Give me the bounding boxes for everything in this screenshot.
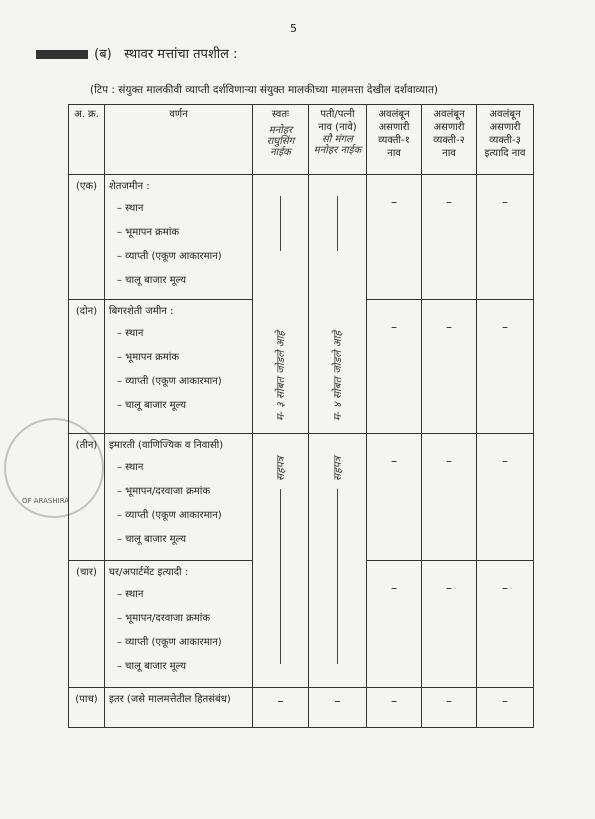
row-description: घर/अपार्टमेंट इत्यादी : – स्थान – भूमापन/दरवाजा क्रमांक – व्याप्ती (एकूण आकारमान) – चालू बाजार मूल्य (105, 561, 253, 688)
dep1-value: – (367, 434, 422, 561)
dep2-value: – (422, 300, 477, 434)
header-sr: अ. क्र. (69, 105, 105, 175)
spouse-attachment-cell (309, 175, 367, 434)
dep3-value: – (477, 300, 534, 434)
spouse-attachment-note: म- ४ सोबत जोडले आहे (331, 331, 344, 421)
row-description: इमारती (वाणिज्यिक व निवासी) – स्थान – भूमापन/दरवाजा क्रमांक – व्याप्ती (एकूण आकारमान) – चालू बाजार मूल्य (105, 434, 253, 561)
row-description: शेतजमीन : – स्थान – भूमापन क्रमांक – व्याप्ती (एकूण आकारमान) – चालू बाजार मूल्य (105, 175, 253, 300)
assets-table (68, 104, 534, 728)
section-heading (36, 44, 237, 62)
section-note: (टिप : संयुक्त मालकीवी व्याप्ती दर्शविणाऱ्या संयुक्त मालकीच्या मालमत्ता देखील दर्शवाव्यात) (90, 84, 439, 96)
spouse-value: – (309, 688, 367, 728)
dep3-value: – (477, 175, 534, 300)
dep2-value: – (422, 688, 477, 728)
dep1-value: – (367, 175, 422, 300)
row-sr: (पाच) (69, 688, 105, 728)
dep3-value: – (477, 561, 534, 688)
stamp-label: OF ARASHIRA (22, 497, 70, 505)
section-label: (ब) (94, 47, 112, 62)
self-name-handwritten: मनोहर राघुसिंग नाईक (266, 125, 295, 158)
row-description: इतर (जसे मालमत्तेतील हितसंबंध) (105, 688, 253, 728)
dep2-value: – (422, 434, 477, 561)
dep3-value: – (477, 434, 534, 561)
self-attachment-note: म- ३ सोबत जोडले आहे (274, 331, 287, 421)
spouse-attachment-cell-2 (309, 434, 367, 688)
section-title: स्थावर मत्तांचा तपशील : (124, 47, 238, 62)
dep1-value: – (367, 561, 422, 688)
table-row (69, 434, 534, 561)
row-sr: (एक) (69, 175, 105, 300)
header-row (69, 105, 534, 175)
header-description: वर्णन (105, 105, 253, 175)
page-number: 5 (290, 22, 297, 35)
header-dependent-3: अवलंबून असणारी व्यक्ती-३ इत्यादि नाव (477, 105, 534, 175)
self-attachment-cell-2 (253, 434, 309, 688)
row-sr: (तीन) (69, 434, 105, 561)
row-description: बिगरशेती जमीन : – स्थान – भूमापन क्रमांक – व्याप्ती (एकूण आकारमान) – चालू बाजार मूल्य (105, 300, 253, 434)
redaction-mark (36, 50, 88, 59)
header-dependent-1: अवलंबून असणारी व्यक्ती-१ नाव (367, 105, 422, 175)
row-sr: (चार) (69, 561, 105, 688)
header-dependent-2: अवलंबून असणारी व्यक्ती-२ नाव (422, 105, 477, 175)
spouse-name-handwritten: सौ मंगल मनोहर नाईक (313, 134, 362, 156)
dep2-value: – (422, 175, 477, 300)
dep1-value: – (367, 300, 422, 434)
self-attachment-note-2: सहपत्र (274, 456, 287, 481)
table-row (69, 175, 534, 300)
self-attachment-cell (253, 175, 309, 434)
dep1-value: – (367, 688, 422, 728)
header-self: स्वतः मनोहर राघुसिंग नाईक (253, 105, 309, 175)
spouse-attachment-note-2: सहपत्र (331, 456, 344, 481)
dep3-value: – (477, 688, 534, 728)
table-row (69, 688, 534, 728)
self-value: – (253, 688, 309, 728)
header-spouse: पती/पत्नी नाव (नावे) सौ मंगल मनोहर नाईक (309, 105, 367, 175)
dep2-value: – (422, 561, 477, 688)
row-sr: (दोन) (69, 300, 105, 434)
